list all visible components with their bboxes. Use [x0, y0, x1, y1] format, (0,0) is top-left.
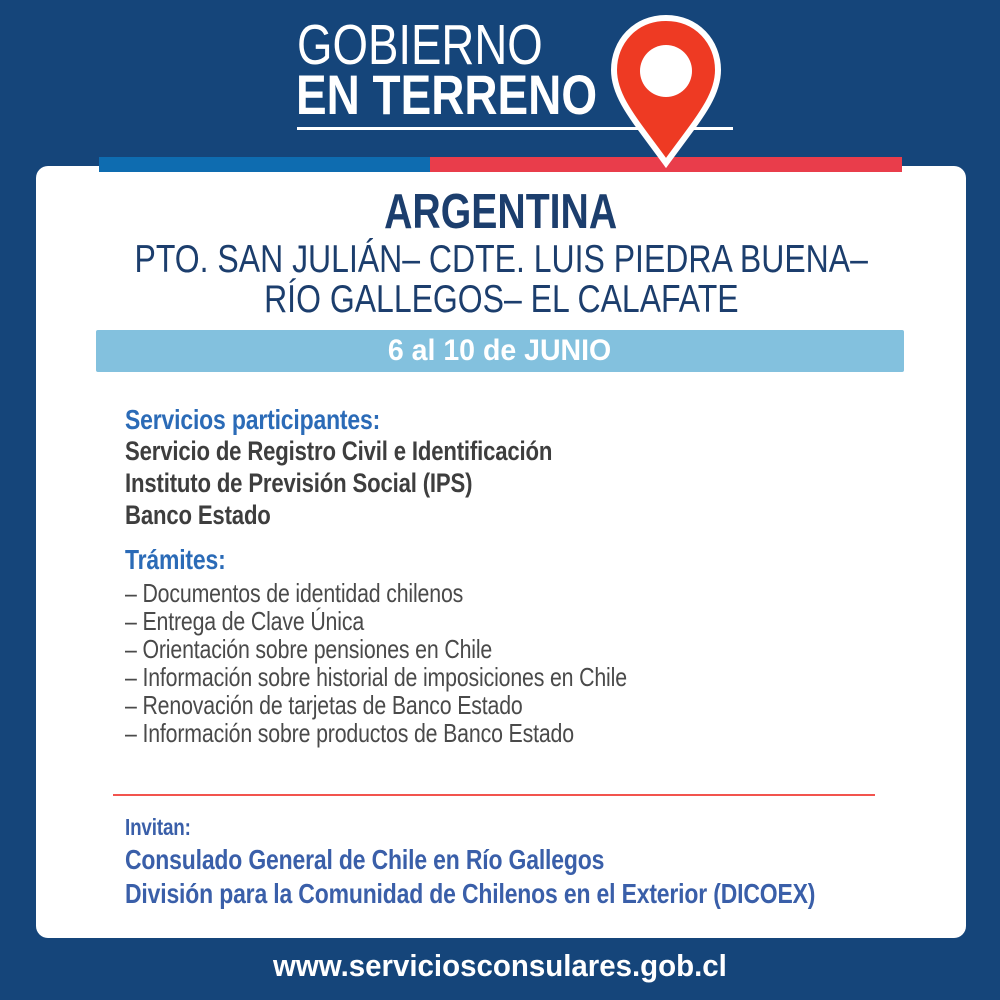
route-line-2: [36, 278, 966, 322]
logo-gobierno-text: GOBIERNO: [297, 13, 543, 77]
procedure-item: – Orientación sobre pensiones en Chile: [125, 634, 493, 664]
flag-stripe-blue: [99, 157, 430, 172]
service-item: Instituto de Previsión Social (IPS): [125, 468, 473, 498]
invite-heading: Invitan:: [125, 814, 191, 840]
location-pin-icon: [604, 12, 728, 170]
services-heading: Servicios participantes:: [125, 404, 381, 435]
procedures-heading: Trámites:: [125, 544, 226, 575]
procedure-item: – Entrega de Clave Única: [125, 606, 365, 636]
route-line-1-text: PTO. SAN JULIÁN– CDTE. LUIS PIEDRA BUENA–: [134, 238, 868, 281]
procedure-item: – Renovación de tarjetas de Banco Estado: [125, 690, 523, 720]
procedure-item: – Información sobre productos de Banco Estado: [125, 718, 574, 748]
service-item: Banco Estado: [125, 500, 271, 530]
service-item: Servicio de Registro Civil e Identificación: [125, 436, 553, 466]
invite-line: Consulado General de Chile en Río Gallegos: [125, 844, 605, 875]
logo-en-terreno-text: EN TERRENO: [296, 63, 598, 126]
country-title: [36, 184, 966, 240]
procedure-item: – Documentos de identidad chilenos: [125, 578, 464, 608]
divider-line: [113, 794, 875, 796]
country-title-text: ARGENTINA: [384, 185, 618, 239]
date-banner: [96, 330, 904, 372]
invite-line: División para la Comunidad de Chilenos en el Exterior (DICOEX): [125, 878, 816, 909]
date-text: 6 al 10 de JUNIO: [388, 334, 612, 367]
footer-url[interactable]: [0, 948, 1000, 984]
footer-url-text[interactable]: www.serviciosconsulares.gob.cl: [273, 948, 727, 983]
event-card: [36, 166, 966, 938]
route-line-1: [36, 238, 966, 282]
route-line-2-text: RÍO GALLEGOS– EL CALAFATE: [263, 278, 739, 321]
procedure-item: – Información sobre historial de imposiciones en Chile: [125, 662, 627, 692]
